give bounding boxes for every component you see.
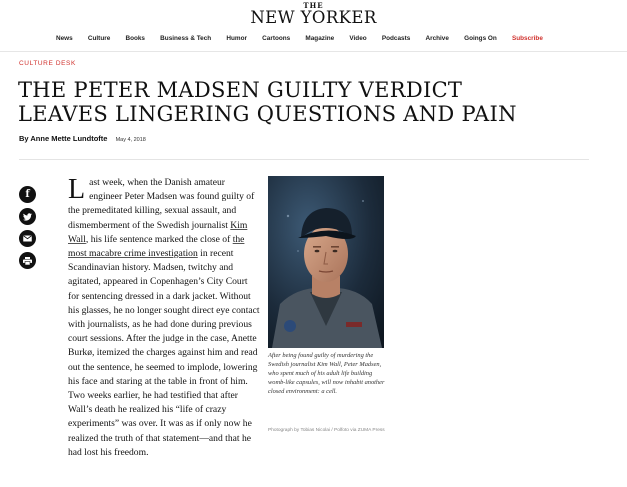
body-text-2: , his life sentence marked the close of [85,233,233,245]
portrait-illustration [268,176,384,348]
photo-caption: After being found guilty of murdering the Swedish journalist Kim Wall, Peter Madsen, who spent much of his adult life building womb-like capsules, will now inhabit another closed environment: a cell. [268,352,385,395]
nav-item-culture[interactable]: Culture [87,35,111,42]
body-text-3: in recent Scandinavian history. Madsen, twitchy and agitated, appeared in Copenhagen’s City Court for sentencing dressed in a dark jacket. Without his glasses, he no longer sought direct eye contact with journalists, as he had done during previous court sessions. After the judge in the case, Anette Burkø, itemized the charges against him and read out the sentence, he seemed to implode, lowering his face and staring at the table in front of him. Two weeks earlier, he had testified that after Wall’s death he realized his “life of crazy experiments” was over. It was as if only now he realized the truth of that statement—and that he had lost his freedom. [68,248,260,458]
byline [19,134,146,143]
drop-cap: L [68,174,86,205]
printer-glyph [23,257,32,265]
nav-item-podcasts[interactable]: Podcasts [381,35,411,42]
main-nav [56,35,558,42]
kim-wall-link[interactable]: Kim Wall [68,219,248,245]
divider [19,159,589,160]
nav-item-humor[interactable]: Humor [226,35,247,42]
nav-item-business-tech[interactable]: Business & Tech [160,35,212,42]
logo-the: THE [303,1,324,10]
new-yorker-logo[interactable] [0,2,627,26]
twitter-icon[interactable] [19,208,36,225]
publish-date: May 4, 2018 [115,137,146,143]
article-body [68,176,260,460]
author-link[interactable]: By Anne Mette Lundtofte [19,134,108,143]
subscribe-link[interactable]: Subscribe [511,35,543,42]
headline: THE PETER MADSEN GUILTY VERDICT LEAVES LINGERING QUESTIONS AND PAIN [18,78,517,126]
twitter-bird-glyph [23,213,32,221]
email-icon[interactable] [19,230,36,247]
nav-item-cartoons[interactable]: Cartoons [262,35,291,42]
photo-credit: Photograph by Tobias Nicolai / Polfoto via ZUMA Press [268,428,385,433]
print-icon[interactable] [19,252,36,269]
facebook-icon[interactable] [19,186,36,203]
body-text-1: ast week, when the Danish amateur engineer Peter Madsen was found guilty of the premeditated killing, sexual assault, and dismemberment of the Swedish journalist [68,177,255,231]
logo-main: NEW YORKER [250,8,377,27]
nav-item-news[interactable]: News [56,35,73,42]
envelope-glyph [23,235,32,242]
facebook-glyph: f [25,189,30,200]
nav-item-books[interactable]: Books [125,35,145,42]
masthead [0,0,627,52]
rubric[interactable]: CULTURE DESK [19,60,76,67]
nav-item-archive[interactable]: Archive [425,35,449,42]
crime-investigation-link[interactable]: the most macabre crime investigation [68,233,245,260]
nav-item-video[interactable]: Video [349,35,367,42]
article-photo[interactable] [268,176,384,348]
nav-item-magazine[interactable]: Magazine [305,35,335,42]
nav-item-goings-on[interactable]: Goings On [464,35,497,42]
